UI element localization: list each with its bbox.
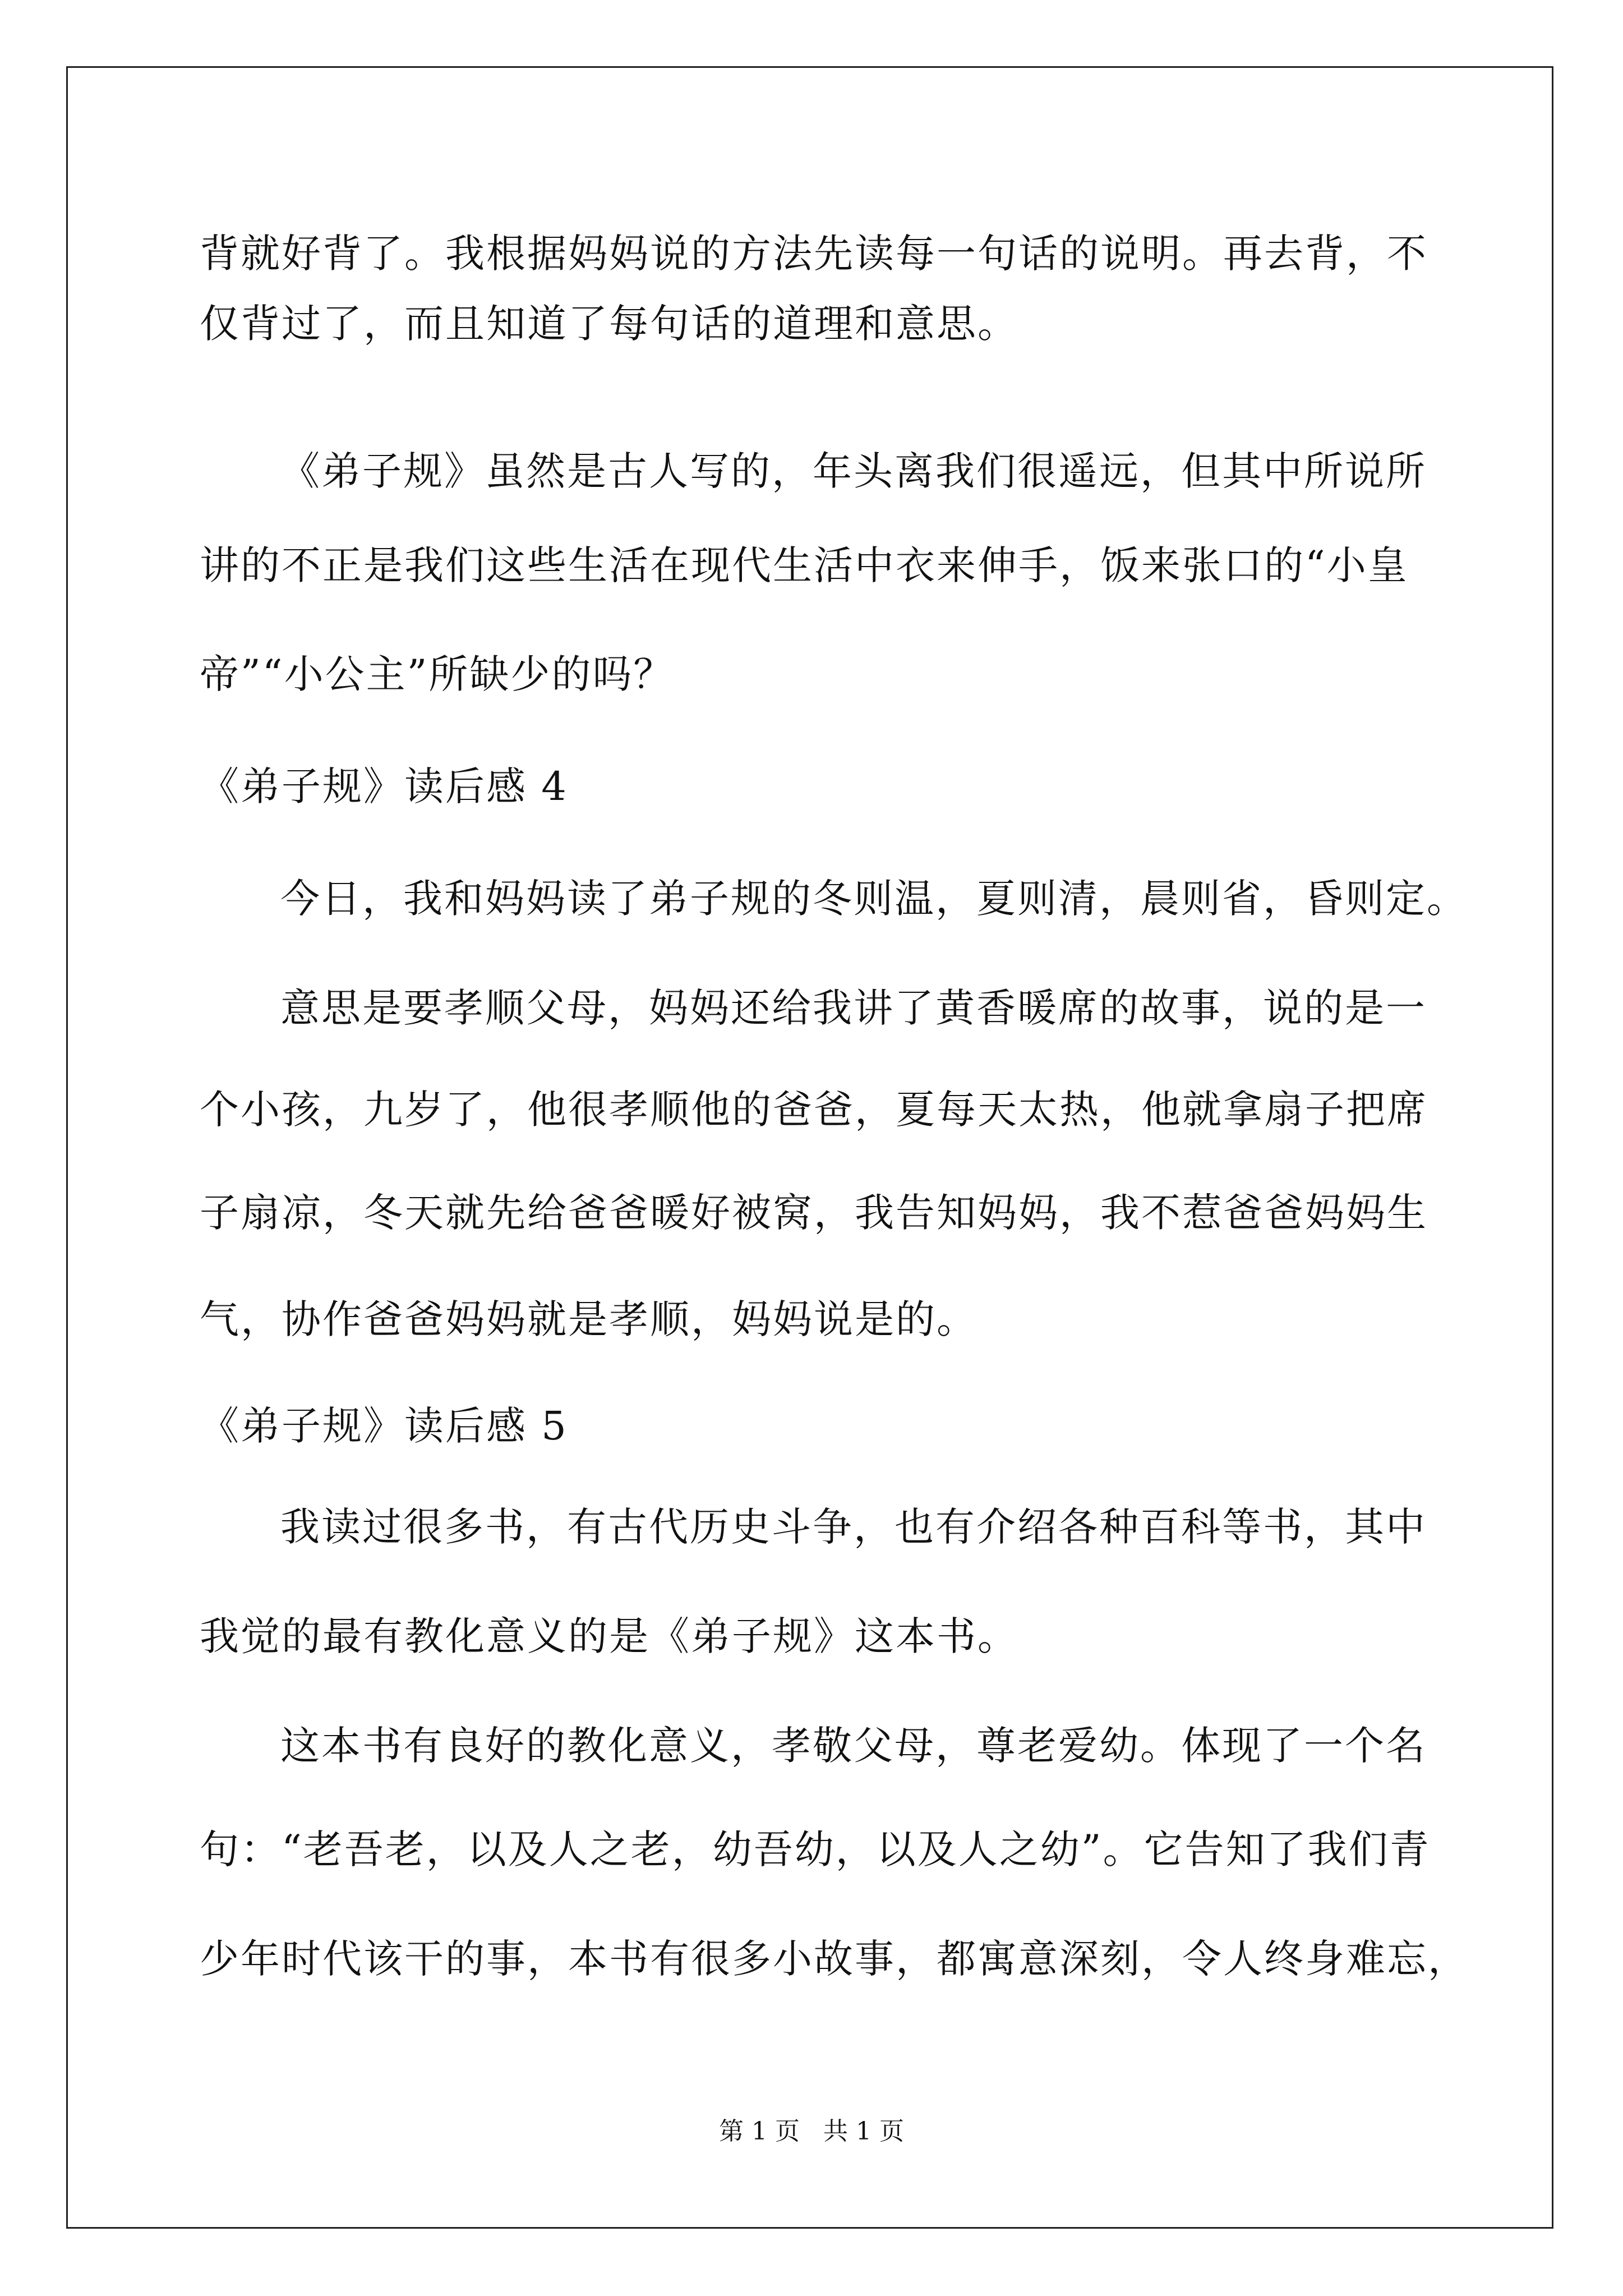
body-line-8: 个小孩，九岁了，他很孝顺他的爸爸，夏每天太热，他就拿扇子把席	[200, 1087, 1428, 1133]
section-heading-5: 《弟子规》读后感 5	[200, 1403, 568, 1449]
body-line-12: 我觉的最有教化意义的是《弟子规》这本书。	[200, 1613, 1018, 1659]
body-line-14: 句：“老吾老，以及人之老，幼吾幼，以及人之幼”。它告知了我们青	[200, 1826, 1431, 1872]
page-border	[66, 66, 1553, 2229]
body-line-13: 这本书有良好的教化意义，孝敬父母，尊老爱幼。体现了一个名	[280, 1723, 1427, 1769]
body-line-10: 气，协作爸爸妈妈就是孝顺，妈妈说是的。	[200, 1296, 978, 1342]
page-footer: 第 1 页 共 1 页	[719, 2117, 904, 2146]
body-line-1: 背就好背了。我根据妈妈说的方法先读每一句话的说明。再去背，不	[200, 231, 1428, 277]
body-line-15: 少年时代该干的事，本书有很多小故事，都寓意深刻，令人终身难忘，	[200, 1936, 1469, 1982]
body-line-5: 帝”“小公主”所缺少的吗？	[200, 651, 675, 697]
body-line-4: 讲的不正是我们这些生活在现代生活中衣来伸手，饭来张口的“小皇	[200, 542, 1409, 588]
body-line-11: 我读过很多书，有古代历史斗争，也有介绍各种百科等书，其中	[280, 1504, 1427, 1550]
body-line-9: 子扇凉，冬天就先给爸爸暖好被窝，我告知妈妈，我不惹爸爸妈妈生	[200, 1190, 1428, 1236]
section-heading-4: 《弟子规》读后感 4	[200, 763, 568, 809]
body-line-2: 仅背过了，而且知道了每句话的道理和意思。	[200, 301, 1018, 347]
body-line-7: 意思是要孝顺父母，妈妈还给我讲了黄香暖席的故事，说的是一	[280, 985, 1427, 1031]
body-line-6: 今日，我和妈妈读了弟子规的冬则温，夏则清，晨则省，昏则定。	[280, 876, 1468, 922]
body-line-3: 《弟子规》虽然是古人写的，年头离我们很遥远，但其中所说所	[280, 448, 1427, 494]
